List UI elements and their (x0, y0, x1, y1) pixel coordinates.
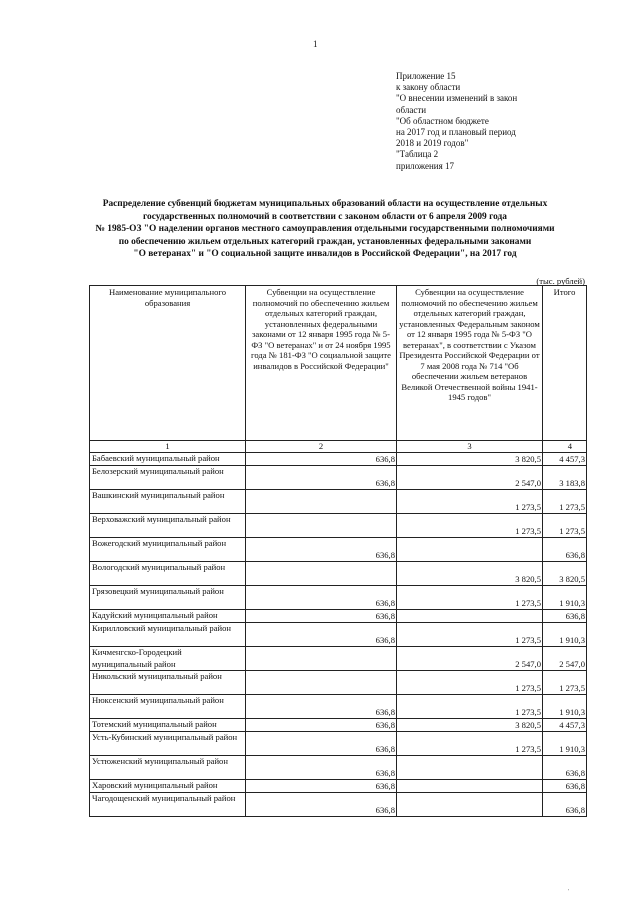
municipality-name: Никольский муниципальный район (90, 671, 246, 695)
row-total: 3 820,5 (543, 562, 587, 586)
subvention-federal-laws: 636,8 (246, 793, 397, 817)
subvention-federal-laws (246, 490, 397, 514)
municipality-name: Чагодощенский муниципальный район (90, 793, 246, 817)
subvention-federal-laws: 636,8 (246, 466, 397, 490)
subvention-decree: 1 273,5 (397, 490, 543, 514)
municipality-name: Белозерский муниципальный район (90, 466, 246, 490)
subvention-federal-laws: 636,8 (246, 538, 397, 562)
table-row (90, 562, 587, 586)
subvention-decree (397, 538, 543, 562)
title-line: по обеспечению жильем отдельных категорий граждан, установленных федеральными законами (118, 236, 532, 247)
title-line: государственных полномочий в соответствии с законом области от 6 апреля 2009 года (143, 211, 507, 222)
row-total: 636,8 (543, 538, 587, 562)
row-total: 1 910,3 (543, 623, 587, 647)
title-line: Распределение субвенций бюджетам муниципальных образований области на осуществление отдельных (102, 199, 548, 209)
subvention-federal-laws: 636,8 (246, 732, 397, 756)
subvention-federal-laws: 636,8 (246, 695, 397, 719)
appendix-block (396, 71, 596, 172)
subvention-decree: 1 273,5 (397, 623, 543, 647)
appendix-line: на 2017 год и плановый период (396, 127, 516, 138)
municipality-name: Вашкинский муниципальный район (90, 490, 246, 514)
table-row (90, 647, 587, 671)
subvention-federal-laws: 636,8 (246, 719, 397, 732)
header-municipality: Наименование муниципального образования (90, 286, 246, 441)
subvention-federal-laws (246, 514, 397, 538)
municipality-name: Грязовецкий муниципальный район (90, 586, 246, 610)
column-number-row (90, 441, 587, 453)
municipality-name: Тотемский муниципальный район (90, 719, 246, 732)
municipality-name: Верховажский муниципальный район (90, 514, 246, 538)
units-label: (тыс. рублей) (536, 276, 585, 286)
subvention-federal-laws (246, 647, 397, 671)
page-number: 1 (313, 39, 318, 49)
table-row (90, 756, 587, 780)
table-row (90, 466, 587, 490)
header-subvention-federal-laws: Субвенции на осуществление полномочий по обеспечению жильем отдельных категорий граждан, установленных федеральными законами от 12 января 1995 года № 5-ФЗ "О ветеранах" и от 24 ноября 1995 года № 181-ФЗ "О социальной защите инвалидов в Российской Федерации" (246, 286, 397, 441)
subvention-decree: 1 273,5 (397, 732, 543, 756)
municipality-name: Усть-Кубинский муниципальный район (90, 732, 246, 756)
municipality-name: Кирилловский муниципальный район (90, 623, 246, 647)
subvention-decree: 1 273,5 (397, 695, 543, 719)
row-total: 1 273,5 (543, 514, 587, 538)
subvention-decree: 1 273,5 (397, 671, 543, 695)
subventions-table (89, 285, 587, 817)
header-total: Итого (543, 286, 587, 441)
municipality-name: Нюксенский муниципальный район (90, 695, 246, 719)
table-row (90, 453, 587, 466)
municipality-name: Бабаевский муниципальный район (90, 453, 246, 466)
subvention-decree (397, 793, 543, 817)
row-total: 4 457,3 (543, 719, 587, 732)
row-total: 1 273,5 (543, 671, 587, 695)
row-total: 2 547,0 (543, 647, 587, 671)
subvention-decree: 2 547,0 (397, 466, 543, 490)
table-header-row (90, 286, 587, 441)
appendix-line: "Таблица 2 (396, 149, 439, 160)
row-total: 1 910,3 (543, 586, 587, 610)
appendix-line: Приложение 15 (396, 71, 456, 81)
subvention-federal-laws: 636,8 (246, 453, 397, 466)
table-row (90, 793, 587, 817)
appendix-line: 2018 и 2019 годов" (396, 138, 469, 149)
subvention-decree: 1 273,5 (397, 586, 543, 610)
subvention-decree: 3 820,5 (397, 562, 543, 586)
municipality-name: Вологодский муниципальный район (90, 562, 246, 586)
table-row (90, 490, 587, 514)
subvention-decree: 1 273,5 (397, 514, 543, 538)
subvention-decree: 3 820,5 (397, 453, 543, 466)
row-total: 636,8 (543, 780, 587, 793)
row-total: 1 910,3 (543, 732, 587, 756)
column-number: 2 (246, 441, 397, 453)
row-total: 3 183,8 (543, 466, 587, 490)
municipality-name: Кадуйский муниципальный район (90, 610, 246, 623)
table-row (90, 610, 587, 623)
row-total: 636,8 (543, 793, 587, 817)
subvention-federal-laws: 636,8 (246, 623, 397, 647)
table-row (90, 538, 587, 562)
table-row (90, 671, 587, 695)
column-number: 3 (397, 441, 543, 453)
row-total: 4 457,3 (543, 453, 587, 466)
appendix-line: "Об областном бюджете (396, 115, 489, 126)
column-number: 4 (543, 441, 587, 453)
title-line: № 1985-ОЗ "О наделении органов местного самоуправления отдельными государственными полномочиями (95, 224, 555, 234)
municipality-name: Кичменгско-Городецкий муниципальный район (90, 647, 246, 671)
subvention-decree (397, 610, 543, 623)
subvention-federal-laws: 636,8 (246, 586, 397, 610)
table-row (90, 732, 587, 756)
subvention-decree: 2 547,0 (397, 647, 543, 671)
title-line: "О ветеранах" и "О социальной защите инвалидов в Российской Федерации", на 2017 год (133, 249, 517, 259)
column-number: 1 (90, 441, 246, 453)
subvention-decree (397, 756, 543, 780)
document-title (60, 198, 590, 261)
subvention-federal-laws (246, 671, 397, 695)
appendix-line: "О внесении изменений в закон (396, 93, 518, 104)
row-total: 636,8 (543, 756, 587, 780)
table-row (90, 780, 587, 793)
municipality-name: Вожегодский муниципальный район (90, 538, 246, 562)
row-total: 1 273,5 (543, 490, 587, 514)
subvention-federal-laws: 636,8 (246, 756, 397, 780)
subvention-federal-laws (246, 562, 397, 586)
header-subvention-decree: Субвенции на осуществление полномочий по обеспечению жильем отдельных категорий граждан, установленных Федеральным законом от 12 января 1995 года № 5-ФЗ "О ветеранах", в соответствии с Указом Президента Российской Федерации от 7 мая 2008 года № 714 "Об обеспечении жильем ветеранов Великой Отечественной войны 1941-1945 годов" (397, 286, 543, 441)
subvention-decree (397, 780, 543, 793)
row-total: 636,8 (543, 610, 587, 623)
table-row (90, 514, 587, 538)
municipality-name: Харовский муниципальный район (90, 780, 246, 793)
municipality-name: Устюженский муниципальный район (90, 756, 246, 780)
row-total: 1 910,3 (543, 695, 587, 719)
appendix-line: приложения 17 (396, 160, 455, 171)
appendix-line: к закону области (396, 82, 461, 93)
table-row (90, 719, 587, 732)
table-row (90, 586, 587, 610)
table-row (90, 623, 587, 647)
appendix-line: области (396, 104, 427, 115)
subvention-federal-laws: 636,8 (246, 610, 397, 623)
subvention-decree: 3 820,5 (397, 719, 543, 732)
subvention-federal-laws: 636,8 (246, 780, 397, 793)
corner-mark: ' (568, 889, 570, 895)
table-row (90, 695, 587, 719)
